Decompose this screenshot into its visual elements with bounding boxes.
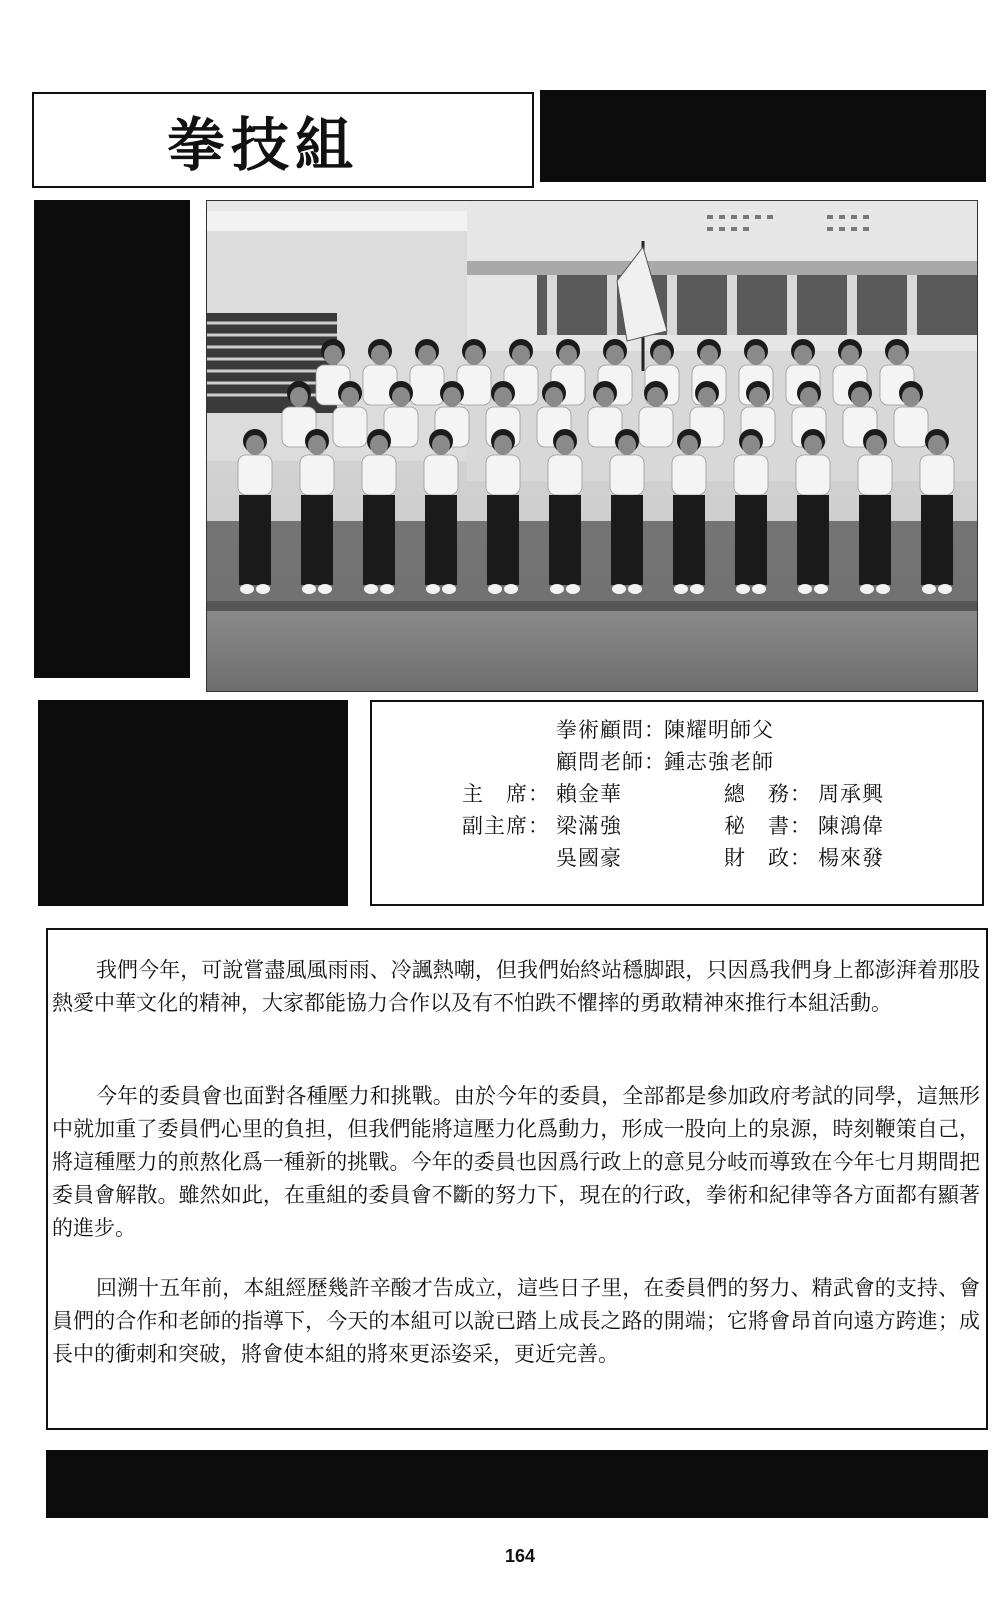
vice-chair-name-2: 吳國豪 bbox=[556, 846, 622, 870]
page-title: 拳技組 bbox=[166, 111, 359, 179]
paragraph-3: 回溯十五年前，本組經歷幾許辛酸才告成立，這些日子里，在委員們的努力、精武會的支持、會員們的合作和老師的指導下，今天的本組可以說已踏上成長之路的開端；它將會昂首向遠方跨進；成長中的衝刺和突破，將會使本組的將來更添姿采，更近完善。 bbox=[52, 1276, 980, 1366]
chair-label: 主 席： bbox=[462, 782, 550, 806]
title-box bbox=[32, 92, 534, 188]
paragraph-2: 今年的委員會也面對各種壓力和挑戰。由於今年的委員，全部都是參加政府考試的同學，這無形中就加重了委員們心里的負担，但我們能將這壓力化爲動力，形成一股向上的泉源，時刻鞭策自己，將這種壓力的煎熬化爲一種新的挑戰。今年的委員也因爲行政上的意見分岐而導致在今年七月期間把委員會解散。雖然如此，在重組的委員會不斷的努力下，現在的行政，拳術和紀律等各方面都有顯著的進步。 bbox=[52, 1084, 980, 1240]
finance-label: 財 政： bbox=[724, 846, 812, 870]
teacher-label: 顧問老師： bbox=[556, 750, 666, 774]
teacher-name: 鍾志強老師 bbox=[664, 750, 774, 774]
paragraph-1: 我們今年，可說嘗盡風風雨雨、冷諷熱嘲，但我們始終站穩脚跟，只因爲我們身上都澎湃着那股熱愛中華文化的精神，大家都能協力合作以及有不怕跌不懼摔的勇敢精神來推行本組活動。 bbox=[52, 958, 980, 1015]
article-box bbox=[46, 928, 988, 1430]
vice-chair-name-1: 梁滿強 bbox=[556, 814, 622, 838]
black-block-left-lower bbox=[38, 700, 348, 906]
secretary-name: 陳鴻偉 bbox=[818, 814, 884, 838]
group-photo bbox=[206, 200, 978, 692]
general-affairs-label: 總 務： bbox=[724, 782, 812, 806]
page-number: 164 bbox=[504, 1546, 536, 1566]
general-affairs-name: 周承興 bbox=[818, 782, 884, 806]
black-block-top-right bbox=[540, 90, 986, 182]
black-bar-bottom bbox=[46, 1450, 988, 1518]
advisor-label: 拳術顧問： bbox=[556, 718, 666, 742]
vice-chair-label: 副主席： bbox=[462, 814, 550, 838]
secretary-label: 秘 書： bbox=[724, 814, 812, 838]
black-block-left-upper bbox=[34, 200, 190, 678]
chair-name: 賴金華 bbox=[556, 782, 622, 806]
finance-name: 楊來發 bbox=[818, 846, 884, 870]
advisor-name: 陳耀明師父 bbox=[664, 718, 774, 742]
officers-box bbox=[370, 700, 984, 906]
